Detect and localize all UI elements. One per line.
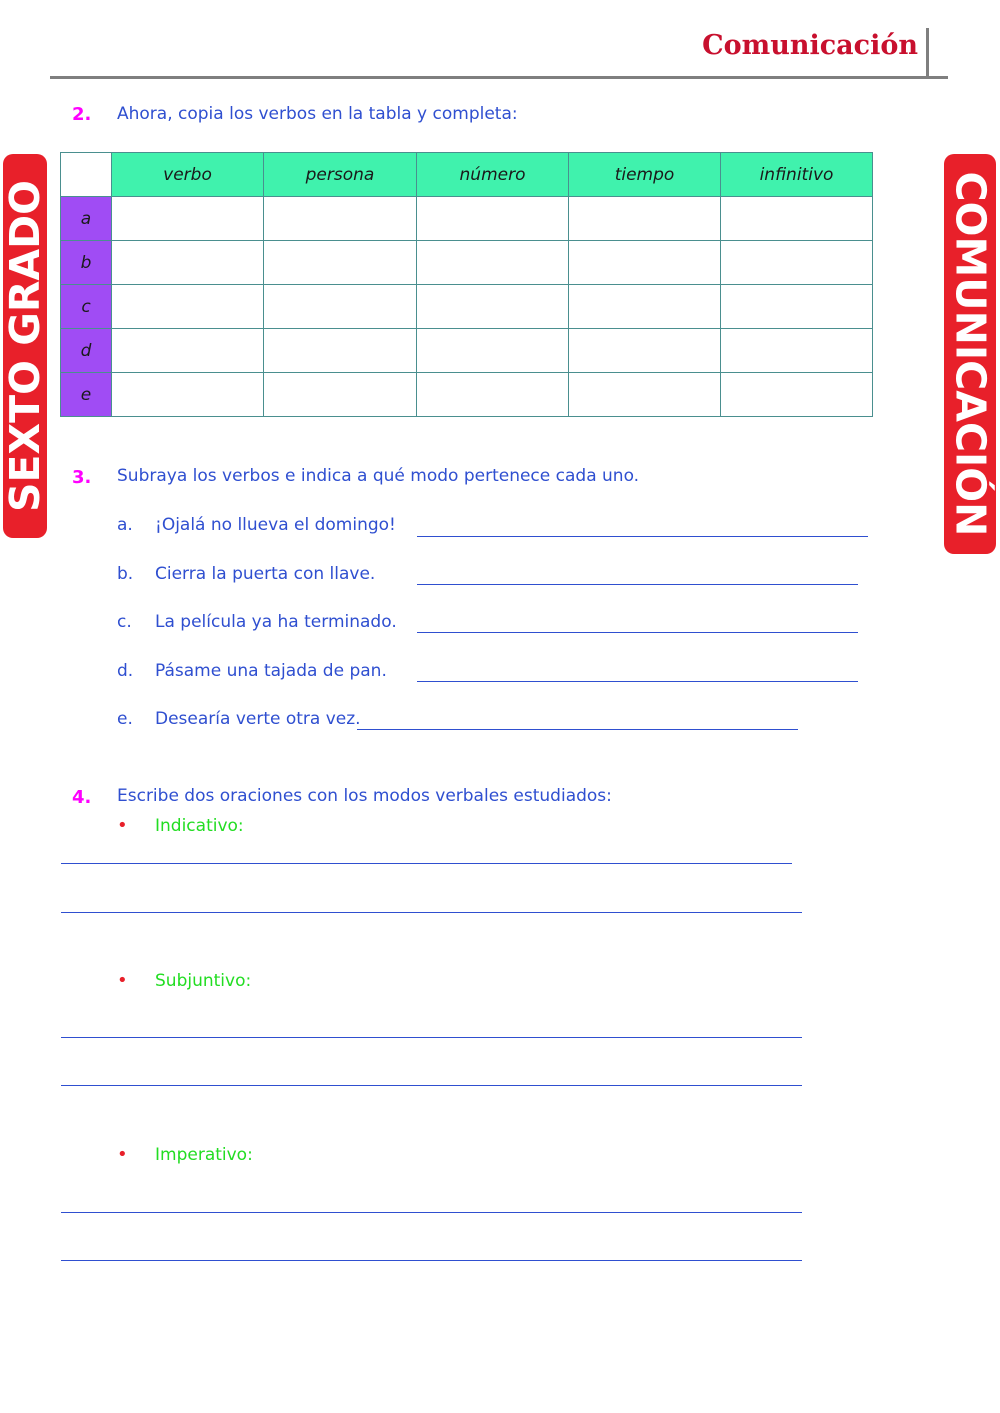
verb-table-input-cell[interactable] [264,197,417,241]
verb-table-input-cell[interactable] [569,373,721,417]
verb-table [60,152,873,417]
q3-item-sentence: Pásame una tajada de pan. [155,661,387,681]
verb-table-input-cell[interactable] [417,241,569,285]
q3-answer-line[interactable] [357,729,798,730]
writing-line[interactable] [61,912,802,913]
verb-table-input-cell[interactable] [569,285,721,329]
verb-table-row-letter: d [61,329,112,373]
bullet-icon: • [117,970,128,991]
verb-table-row-letter: a [61,197,112,241]
verb-table-row [61,197,873,241]
verb-table-row [61,285,873,329]
verb-table-header-persona: persona [264,153,417,197]
verb-table-input-cell[interactable] [264,329,417,373]
q3-answer-line[interactable] [417,536,868,537]
verb-table-header-infinitivo: infinitivo [721,153,873,197]
verb-table-input-cell[interactable] [264,373,417,417]
verb-table-input-cell[interactable] [112,285,264,329]
verb-table-row-letter: e [61,373,112,417]
verb-table-input-cell[interactable] [112,329,264,373]
verb-table-input-cell[interactable] [721,373,873,417]
verb-table-row-letter: b [61,241,112,285]
verb-table-input-cell[interactable] [112,373,264,417]
verb-table-input-cell[interactable] [569,329,721,373]
q3-item-sentence: ¡Ojalá no llueva el domingo! [155,515,396,535]
q3-item-sentence: Desearía verte otra vez. [155,709,361,729]
mode-label-imperativo: Imperativo: [155,1145,253,1165]
verb-table-input-cell[interactable] [569,197,721,241]
question-4-instruction: Escribe dos oraciones con los modos verbales estudiados: [117,786,612,806]
q3-item-letter: b. [117,564,134,584]
side-label-subject [944,154,996,554]
verb-table-input-cell[interactable] [721,241,873,285]
verb-table-header-verbo: verbo [112,153,264,197]
verb-table-input-cell[interactable] [417,373,569,417]
header-vertical-divider [926,28,929,78]
verb-table-input-cell[interactable] [721,329,873,373]
verb-table-row [61,329,873,373]
writing-line[interactable] [61,1212,802,1213]
verb-table-header-row [61,153,873,197]
writing-line[interactable] [61,1037,802,1038]
q3-answer-line[interactable] [417,584,858,585]
verb-table-input-cell[interactable] [264,285,417,329]
writing-line[interactable] [61,1085,802,1086]
question-2-instruction: Ahora, copia los verbos en la tabla y completa: [117,104,518,124]
q3-item-letter: c. [117,612,132,632]
question-4-number: 4. [72,787,92,808]
q3-item-letter: d. [117,661,134,681]
verb-table-input-cell[interactable] [417,197,569,241]
q3-answer-line[interactable] [417,681,858,682]
verb-table-input-cell[interactable] [112,241,264,285]
header-rule [50,76,948,79]
q3-answer-line[interactable] [417,632,858,633]
verb-table-input-cell[interactable] [721,197,873,241]
verb-table-input-cell[interactable] [417,329,569,373]
q3-item-letter: a. [117,515,133,535]
verb-table-corner-cell [61,153,112,197]
page-header-title: Comunicación [702,30,918,61]
bullet-icon: • [117,1144,128,1165]
verb-table-header-tiempo: tiempo [569,153,721,197]
verb-table-input-cell[interactable] [721,285,873,329]
verb-table-input-cell[interactable] [569,241,721,285]
side-label-subject-text: COMUNICACIÓN [946,171,994,537]
verb-table-row-letter: c [61,285,112,329]
side-label-grade [3,154,47,538]
question-3-instruction: Subraya los verbos e indica a qué modo pertenece cada uno. [117,466,640,486]
mode-label-subjuntivo: Subjuntivo: [155,971,252,991]
verb-table-input-cell[interactable] [417,285,569,329]
writing-line[interactable] [61,1260,802,1261]
mode-label-indicativo: Indicativo: [155,816,244,836]
verb-table-row [61,373,873,417]
question-2-number: 2. [72,104,92,125]
verb-table-header-numero: número [417,153,569,197]
side-label-grade-text: SEXTO GRADO [1,179,49,513]
verb-table-input-cell[interactable] [112,197,264,241]
verb-table-input-cell[interactable] [264,241,417,285]
bullet-icon: • [117,815,128,836]
q3-item-sentence: La película ya ha terminado. [155,612,397,632]
writing-line[interactable] [61,863,792,864]
q3-item-sentence: Cierra la puerta con llave. [155,564,376,584]
question-3-number: 3. [72,467,92,488]
verb-table-row [61,241,873,285]
q3-item-letter: e. [117,709,133,729]
